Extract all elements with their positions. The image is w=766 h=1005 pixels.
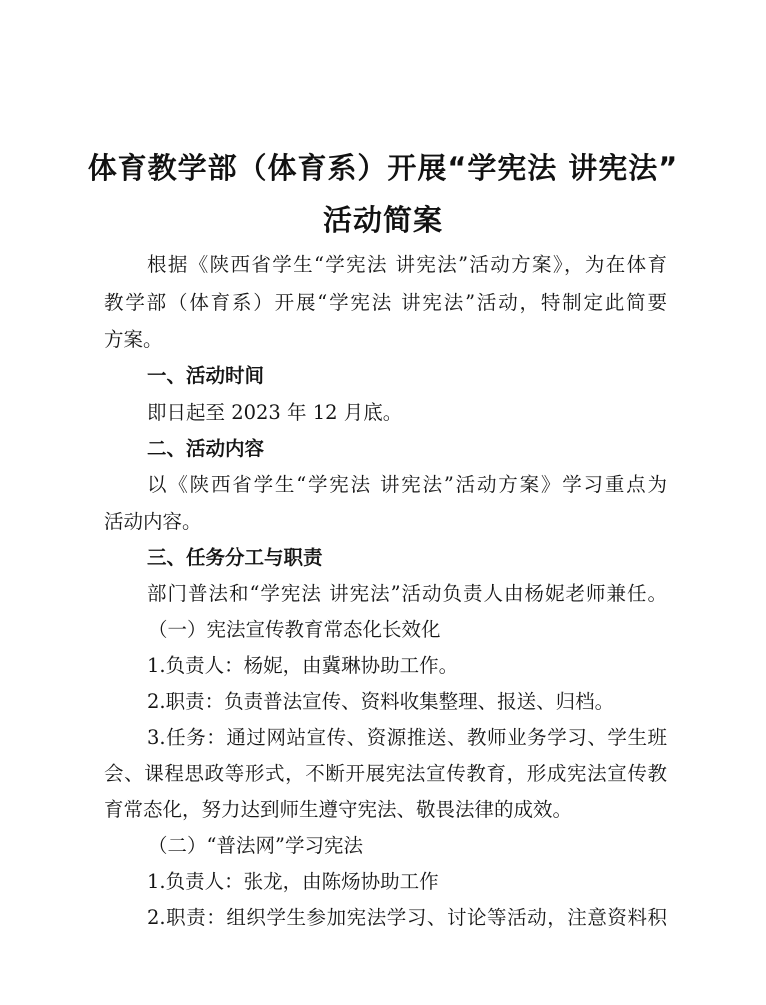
section-3-heading: 三、任务分工与职责	[147, 546, 323, 569]
section-2-heading: 二、活动内容	[147, 437, 265, 460]
subsection-1-item-3-line-1: 3.任务：通过网站宣传、资源推送、教师业务学习、学生班	[147, 726, 667, 749]
subsection-1-item-1: 1.负责人：杨妮，由冀琳协助工作。	[147, 654, 459, 677]
intro-line-2: 教学部（体育系）开展“学宪法 讲宪法”活动，特制定此简要	[104, 291, 667, 314]
intro-line-3: 方案。	[104, 328, 163, 351]
section-1-text: 即日起至 2023 年 12 月底。	[147, 401, 403, 424]
subsection-1-item-2: 2.职责：负责普法宣传、资料收集整理、报送、归档。	[147, 690, 615, 713]
subsection-1-heading: （一）宪法宣传教育常态化长效化	[148, 618, 441, 641]
subsection-2-item-1: 1.负责人：张龙，由陈炀协助工作	[147, 870, 439, 893]
subsection-2-item-2: 2.职责：组织学生参加宪法学习、讨论等活动，注意资料积	[147, 906, 667, 929]
section-2-line-1: 以《陕西省学生“学宪法 讲宪法”活动方案》学习重点为	[147, 473, 667, 496]
subsection-1-item-3-line-3: 育常态化，努力达到师生遵守宪法、敬畏法律的成效。	[104, 798, 573, 821]
document-title-line-2: 活动简案	[323, 203, 443, 237]
section-2-line-2: 活动内容。	[104, 510, 202, 533]
subsection-1-item-3-line-2: 会、课程思政等形式，不断开展宪法宣传教育，形成宪法宣传教	[104, 762, 667, 785]
intro-line-1: 根据《陕西省学生“学宪法 讲宪法”活动方案》，为在体育	[147, 253, 667, 276]
subsection-2-heading: （二）“普法网”学习宪法	[148, 834, 363, 857]
section-1-heading: 一、活动时间	[147, 364, 265, 387]
document-title-line-1: 体育教学部（体育系）开展“学宪法 讲宪法”	[87, 151, 679, 185]
section-3-text: 部门普法和“学宪法 讲宪法”活动负责人由杨妮老师兼任。	[147, 582, 667, 605]
